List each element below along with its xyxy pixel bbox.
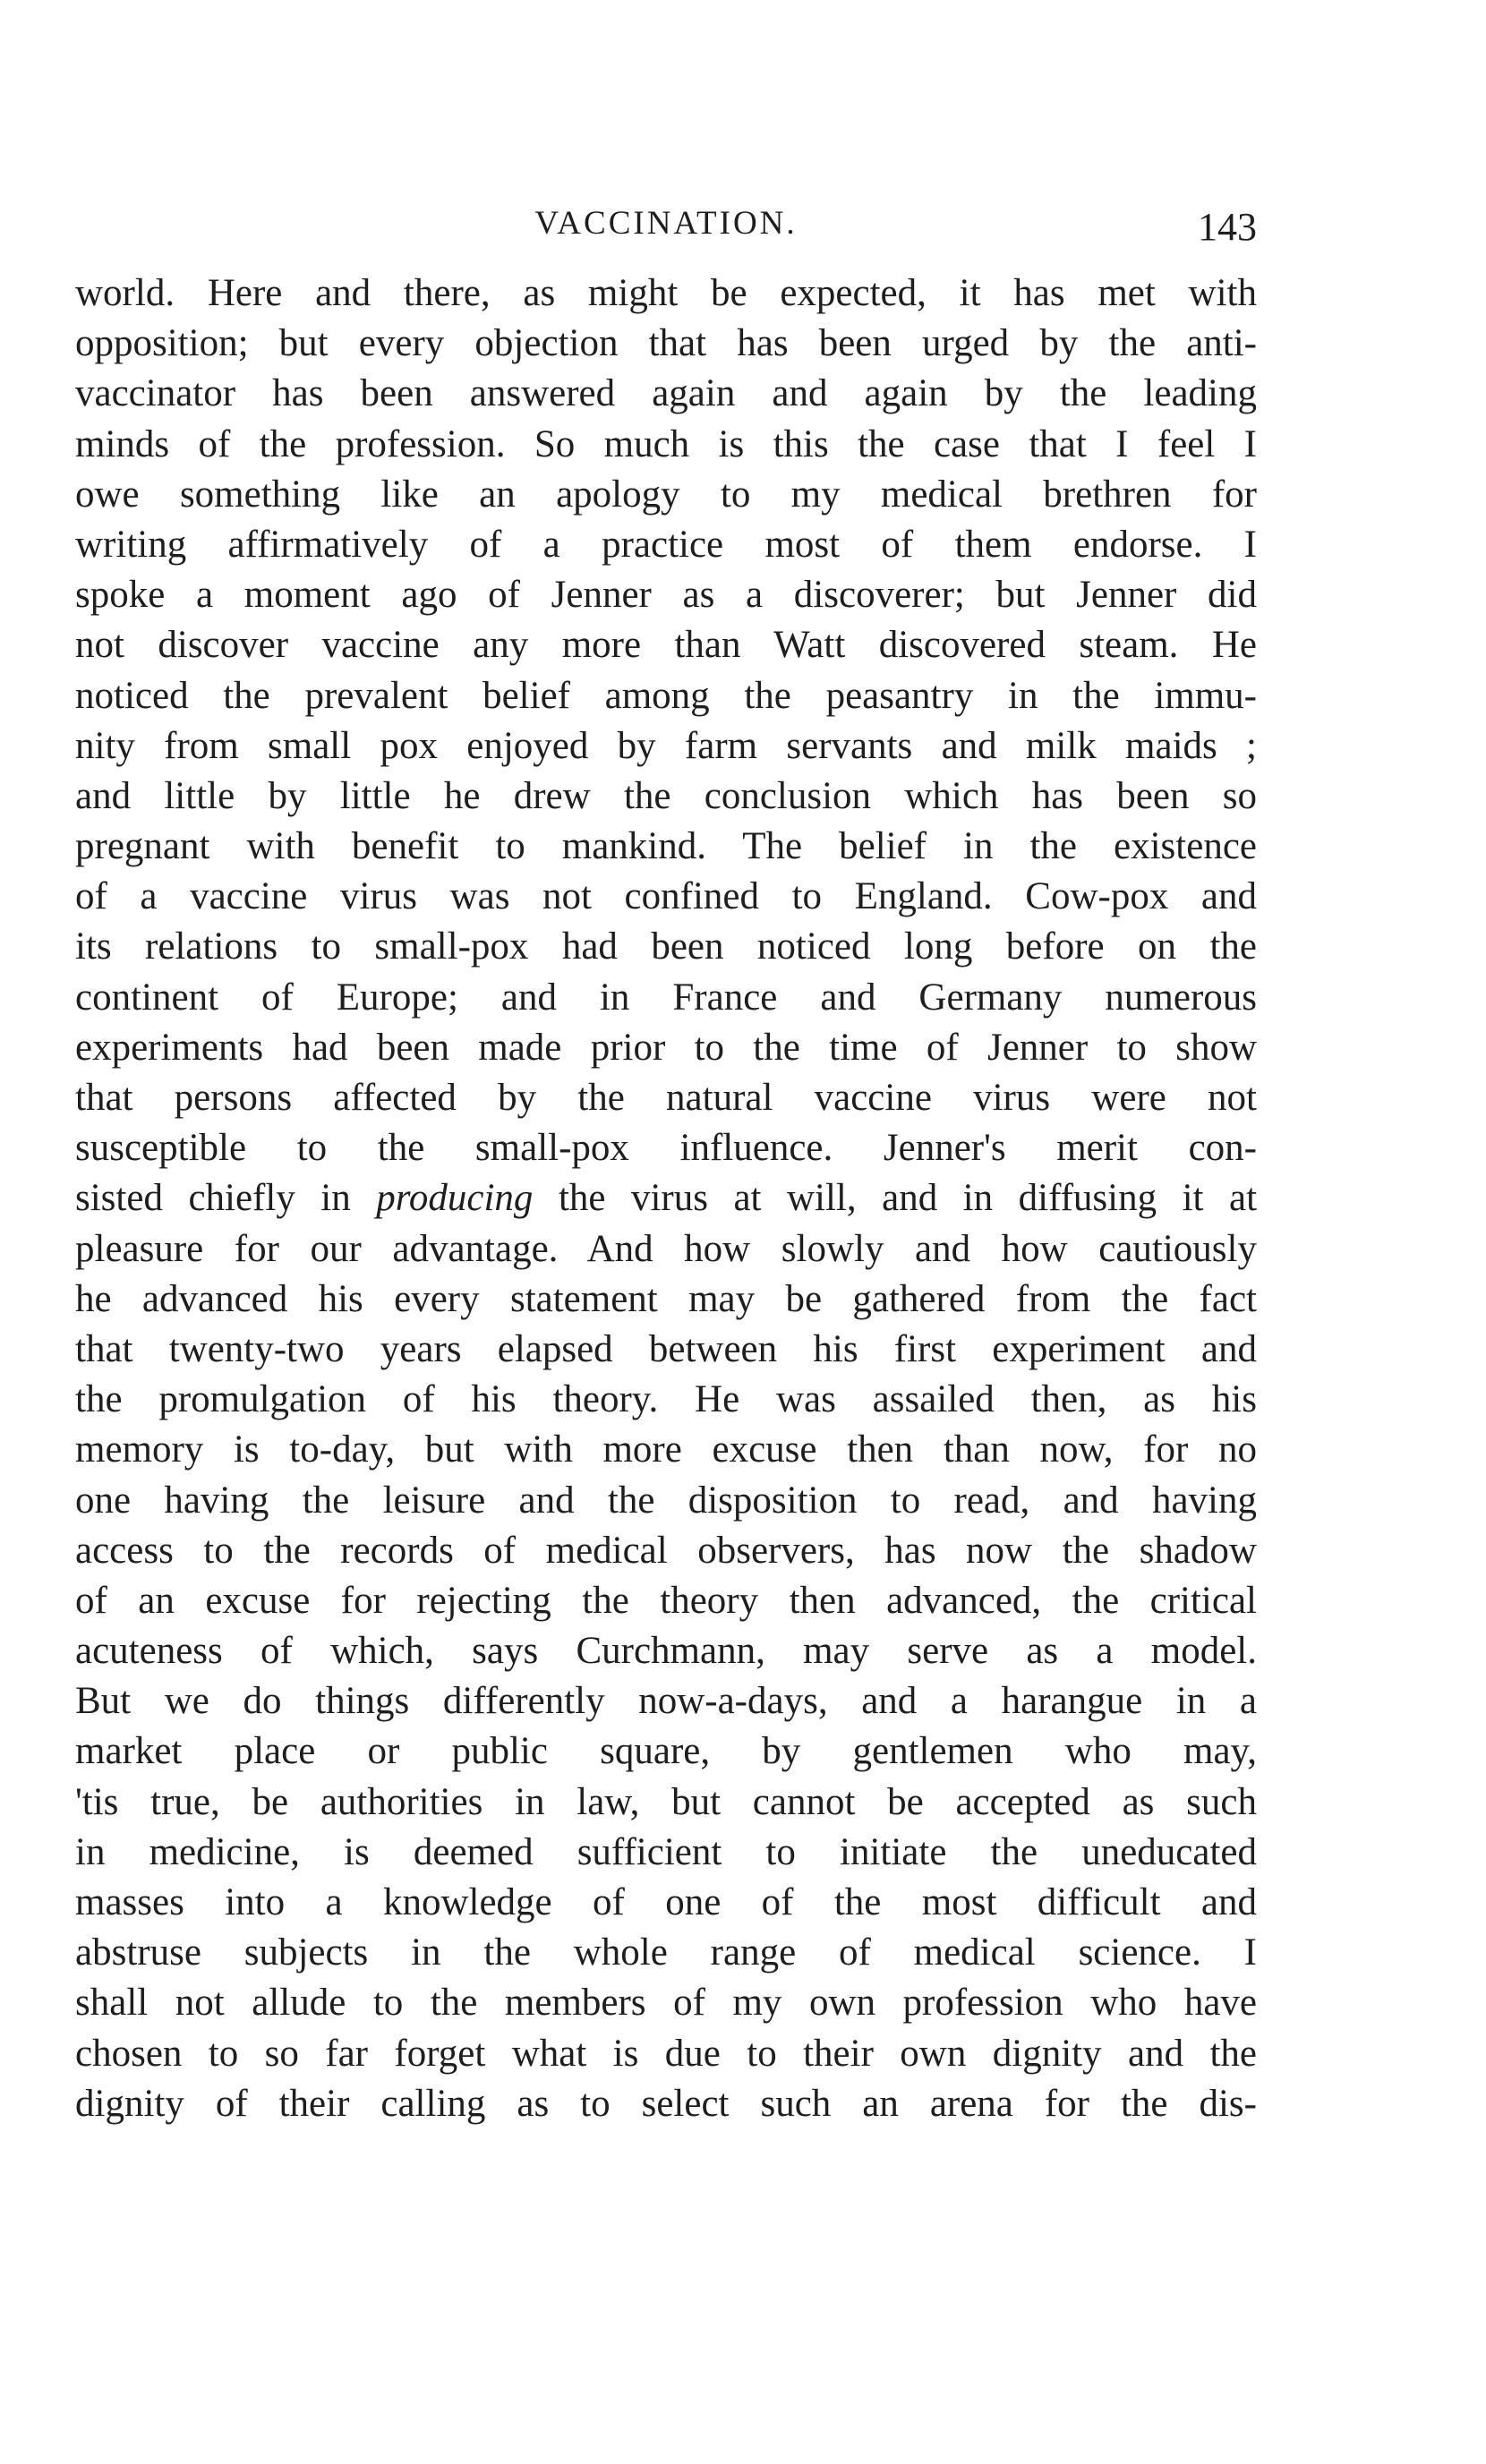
- text-line-35: shall not allude to the members of my own profession who have: [75, 1982, 1257, 2025]
- text-line-10: nity from small pox enjoyed by farm servants and milk maids ;: [75, 724, 1257, 767]
- text-line-4: minds of the profession. So much is this the case that I feel I: [75, 422, 1257, 465]
- text-line-31: 'tis true, be authorities in law, but cannot be accepted as such: [75, 1780, 1257, 1823]
- text-line-28: acuteness of which, says Curchmann, may serve as a model.: [75, 1630, 1257, 1673]
- text-line-18: susceptible to the small-pox influence. Jenner's merit con-: [75, 1127, 1257, 1170]
- text-line-9: noticed the prevalent belief among the peasantry in the immu-: [75, 674, 1257, 717]
- text-line-36: chosen to so far forget what is due to their own dignity and the: [75, 2032, 1257, 2075]
- text-line-1: world. Here and there, as might be expected, it has met with: [75, 272, 1257, 314]
- text-line-23: the promulgation of his theory. He was assailed then, as his: [75, 1378, 1257, 1421]
- text-line-22: that twenty-two years elapsed between his first experiment and: [75, 1327, 1257, 1370]
- text-line-19-start: sisted chiefly in: [75, 1177, 351, 1220]
- text-line-30: market place or public square, by gentlemen who may,: [75, 1730, 1257, 1773]
- text-line-6: writing affirmatively of a practice most of them endorse. I: [75, 523, 1257, 566]
- text-line-29: But we do things differently now-a-days, and a harangue in a: [75, 1680, 1257, 1723]
- page-number: 143: [1198, 205, 1257, 249]
- text-line-12: pregnant with benefit to mankind. The belief in the existence: [75, 825, 1257, 868]
- text-line-19-end: the virus at will, and in diffusing it at: [558, 1177, 1258, 1220]
- text-line-37: dignity of their calling as to select such an arena for the dis-: [75, 2082, 1257, 2125]
- text-line-26: access to the records of medical observers, has now the shadow: [75, 1529, 1257, 1572]
- italic-word-producing: producing: [376, 1177, 534, 1220]
- text-line-34: abstruse subjects in the whole range of medical science. I: [75, 1931, 1257, 1974]
- body-text: [75, 269, 1257, 2129]
- text-line-5: owe something like an apology to my medical brethren for: [75, 473, 1257, 516]
- running-head-title: VACCINATION.: [534, 205, 798, 242]
- text-line-24: memory is to-day, but with more excuse then than now, for no: [75, 1428, 1257, 1471]
- text-line-16: experiments had been made prior to the time of Jenner to show: [75, 1026, 1257, 1069]
- text-line-3: vaccinator has been answered again and again by the leading: [75, 372, 1257, 415]
- text-line-13: of a vaccine virus was not confined to England. Cow-pox and: [75, 875, 1257, 918]
- text-line-11: and little by little he drew the conclusion which has been so: [75, 774, 1257, 817]
- text-line-15: continent of Europe; and in France and Germany numerous: [75, 976, 1257, 1019]
- text-line-32: in medicine, is deemed sufficient to initiate the uneducated: [75, 1830, 1257, 1873]
- text-line-20: pleasure for our advantage. And how slowly and how cautiously: [75, 1227, 1257, 1270]
- text-line-19: [75, 1173, 1257, 1223]
- text-line-8: not discover vaccine any more than Watt discovered steam. He: [75, 624, 1257, 667]
- text-line-14: its relations to small-pox had been noticed long before on the: [75, 925, 1257, 968]
- text-line-21: he advanced his every statement may be gathered from the fact: [75, 1277, 1257, 1320]
- text-line-33: masses into a knowledge of one of the most difficult and: [75, 1881, 1257, 1923]
- running-head: [75, 204, 1257, 258]
- text-line-25: one having the leisure and the disposition to read, and having: [75, 1479, 1257, 1522]
- text-line-27: of an excuse for rejecting the theory then advanced, the critical: [75, 1579, 1257, 1622]
- text-line-2: opposition; but every objection that has been urged by the anti-: [75, 322, 1257, 365]
- text-line-7: spoke a moment ago of Jenner as a discoverer; but Jenner did: [75, 574, 1257, 617]
- text-line-17: that persons affected by the natural vaccine virus were not: [75, 1077, 1257, 1119]
